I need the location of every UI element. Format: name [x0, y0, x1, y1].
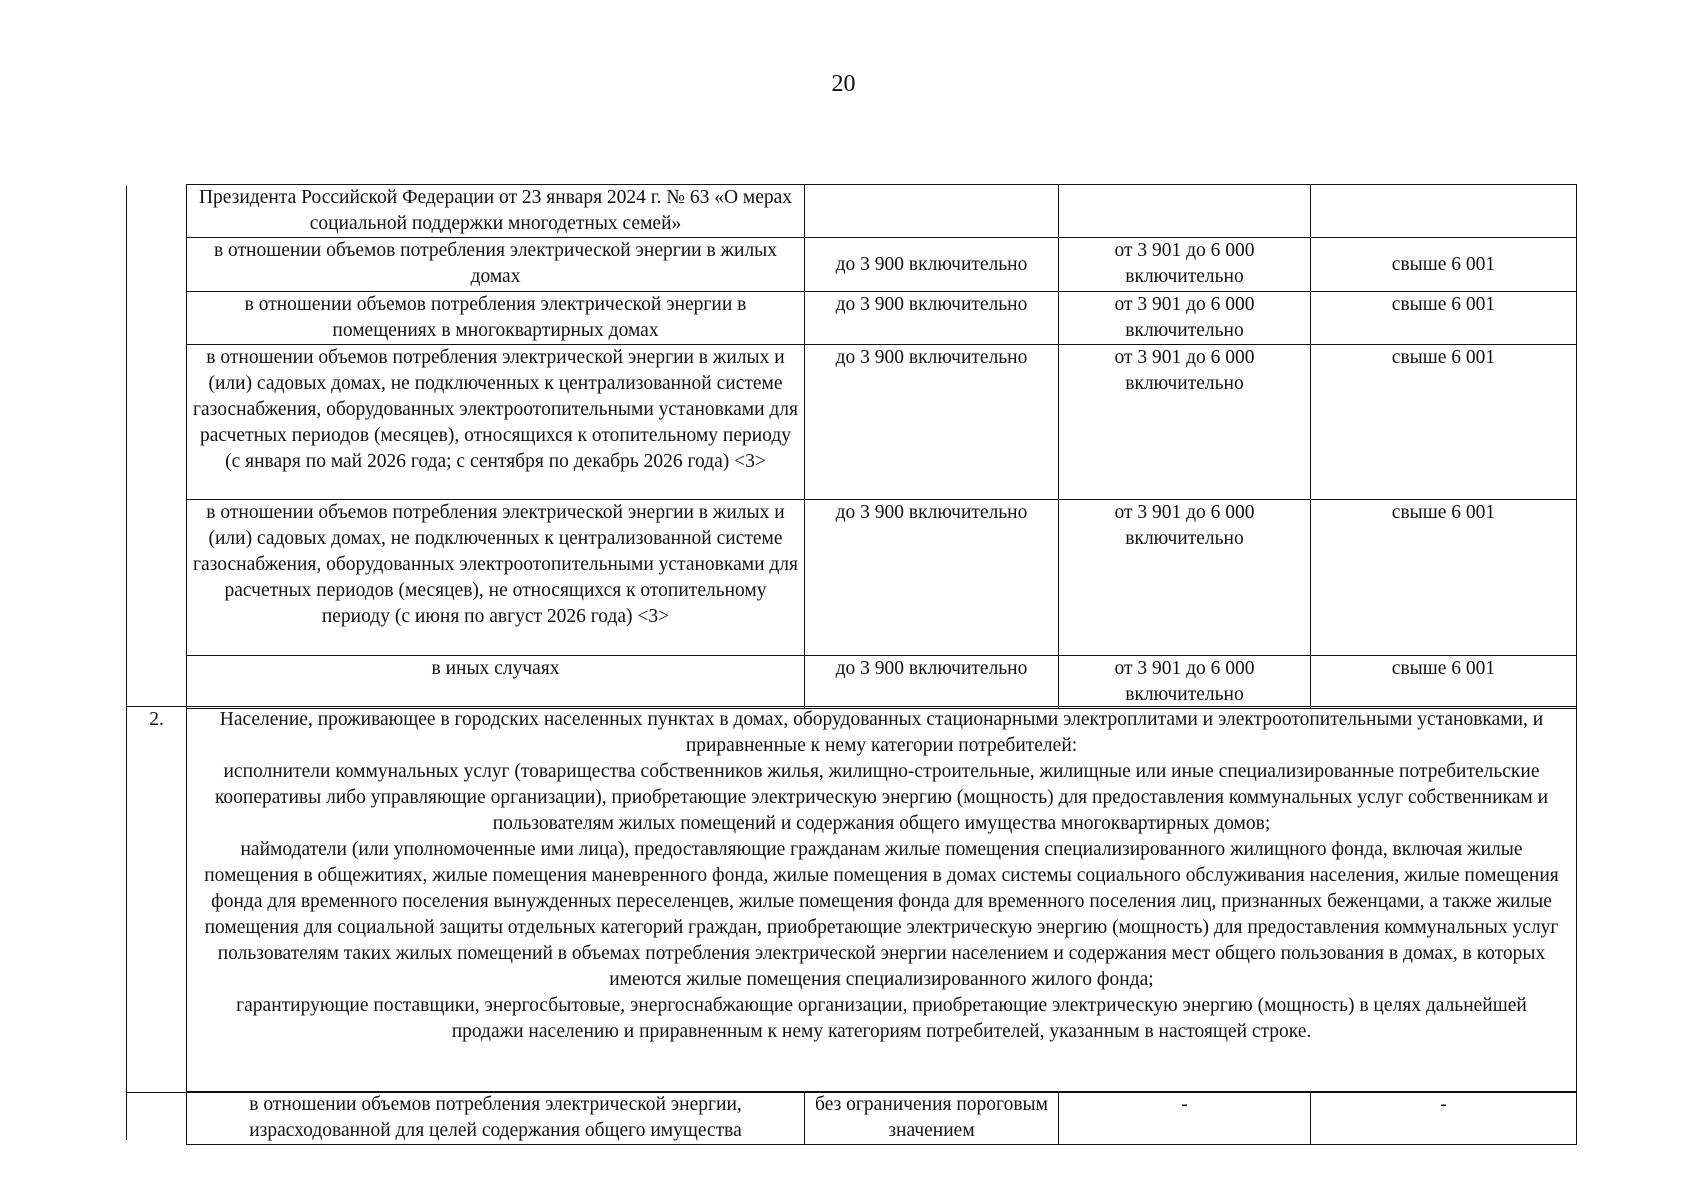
table-row: [187, 185, 1577, 238]
range1-cell: до 3 900 включительно: [805, 500, 1059, 656]
table-row: [187, 656, 1577, 709]
table-row: [187, 1092, 1577, 1145]
section-description: [187, 707, 1577, 1093]
left-border-line: [126, 1092, 127, 1140]
description-cell: в отношении объемов потребления электрической энергии в жилых и (или) садовых домах, не подключенных к централизованной системе газоснабжения, оборудованных электроотопительными установками для расчетных периодов (месяцев), не относящихся к отопительному периоду (с июня по август 2026 года) <3>: [187, 500, 805, 656]
range2-cell: -: [1059, 1092, 1311, 1145]
description-cell: в отношении объемов потребления электрической энергии в жилых домах: [187, 238, 805, 292]
row-number: 2.: [127, 707, 187, 1093]
description-cell: в отношении объемов потребления электрической энергии, израсходованной для целей содержания общего имущества: [187, 1092, 805, 1145]
range3-cell: свыше 6 001: [1311, 656, 1577, 709]
section-paragraph: исполнители коммунальных услуг (товарищества собственников жилья, жилищно-строительные, жилищные или иные специализированные потребительские кооперативы либо управляющие организации), приобретающие электрическую энергию (мощность) для предоставления коммунальных услуг собственникам и пользователям жилых помещений и содержания общего имущества многоквартирных домов;: [214, 761, 1549, 834]
page-number: 20: [831, 71, 856, 97]
description-cell: в отношении объемов потребления электрической энергии в помещениях в многоквартирных домах: [187, 292, 805, 345]
range2-cell: от 3 901 до 6 000 включительно: [1059, 345, 1311, 500]
range3-cell: свыше 6 001: [1311, 292, 1577, 345]
range1-cell: до 3 900 включительно: [805, 292, 1059, 345]
section-paragraph: гарантирующие поставщики, энергосбытовые, энергоснабжающие организации, приобретающие электрическую энергию (мощность) в целях дальнейшей продажи населению и приравненным к нему категориям потребителей, указанным в настоящей строке.: [236, 995, 1527, 1042]
range2-cell: от 3 901 до 6 000 включительно: [1059, 656, 1311, 709]
range3-cell: свыше 6 001: [1311, 238, 1577, 292]
section-paragraph: Население, проживающее в городских населенных пунктах в домах, оборудованных стационарными электроплитами и электроотопительными установками, и приравненные к нему категории потребителей:: [219, 709, 1544, 756]
range2-cell: от 3 901 до 6 000 включительно: [1059, 238, 1311, 292]
table-row: [187, 238, 1577, 292]
range1-cell: до 3 900 включительно: [805, 656, 1059, 709]
table-row: [187, 345, 1577, 500]
range1-cell: до 3 900 включительно: [805, 345, 1059, 500]
range2-cell: [1059, 185, 1311, 238]
description-cell: в отношении объемов потребления электрической энергии в жилых и (или) садовых домах, не подключенных к централизованной системе газоснабжения, оборудованных электроотопительными установками для расчетных периодов (месяцев), относящихся к отопительному периоду (с января по май 2026 года; с сентября по декабрь 2026 года) <3>: [187, 345, 805, 500]
consumption-table-continued: [186, 184, 1577, 709]
range3-cell: -: [1311, 1092, 1577, 1145]
range1-cell: до 3 900 включительно: [805, 238, 1059, 292]
description-cell: Президента Российской Федерации от 23 января 2024 г. № 63 «О мерах социальной поддержки многодетных семей»: [187, 185, 805, 238]
range3-cell: [1311, 185, 1577, 238]
section-2-table: [126, 706, 1577, 1093]
range3-cell: свыше 6 001: [1311, 500, 1577, 656]
range1-cell: без ограничения пороговым значением: [805, 1092, 1059, 1145]
section-row: [127, 707, 1577, 1093]
table-row: [187, 500, 1577, 656]
description-cell: в иных случаях: [187, 656, 805, 709]
range1-cell: [805, 185, 1059, 238]
range3-cell: свыше 6 001: [1311, 345, 1577, 500]
table-row: [187, 292, 1577, 345]
range2-cell: от 3 901 до 6 000 включительно: [1059, 292, 1311, 345]
left-border-line: [126, 186, 127, 710]
section-paragraph: наймодатели (или уполномоченные ими лица), предоставляющие гражданам жилые помещения специализированного жилищного фонда, включая жилые помещения в общежитиях, жилые помещения маневренного фонда, жилые помещения в домах системы социального обслуживания населения, жилые помещения фонда для временного поселения вынужденных переселенцев, жилые помещения фонда для временного поселения лиц, признанных беженцами, а также жилые помещения для социальной защиты отдельных категорий граждан, приобретающие электрическую энергию (мощность) для предоставления коммунальных услуг пользователям таких жилых помещений в объемах потребления электрической энергии населением и содержания мест общего пользования в домах, в которых имеются жилые помещения специализированного жилого фонда;: [204, 839, 1559, 990]
consumption-table-bottom: [186, 1091, 1577, 1145]
range2-cell: от 3 901 до 6 000 включительно: [1059, 500, 1311, 656]
